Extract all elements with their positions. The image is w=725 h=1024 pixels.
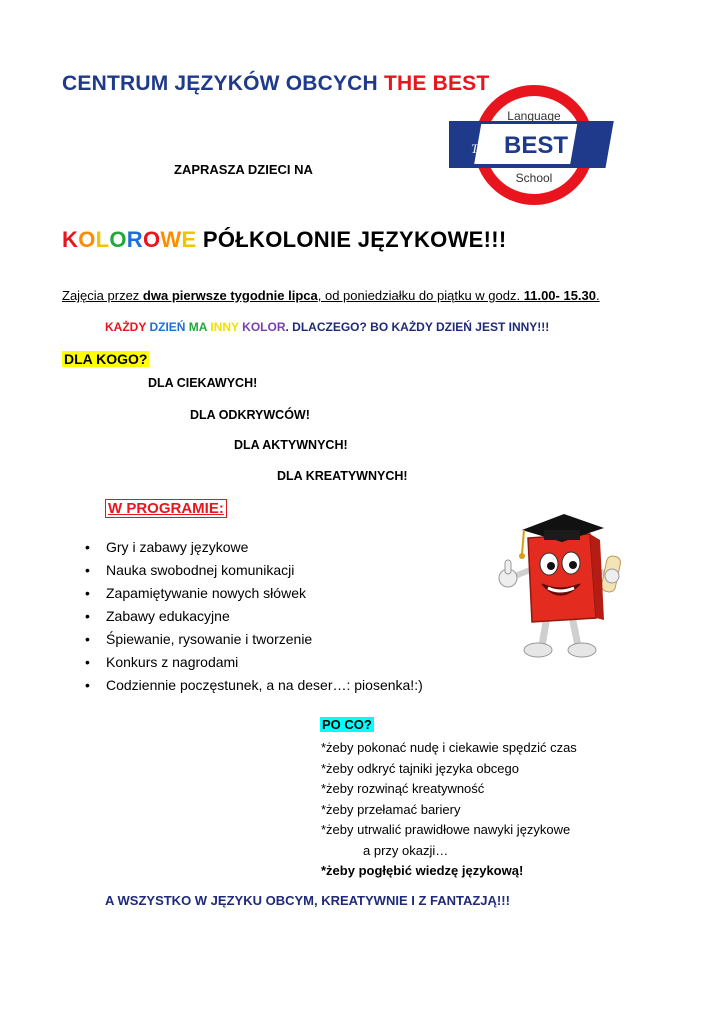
schedule-weeks: dwa pierwsze tygodnie lipca (142, 288, 318, 303)
bullet-icon: • (85, 608, 90, 624)
daily-word: KOLOR (242, 320, 286, 334)
headline-rainbow-word (62, 227, 196, 252)
why-label: PO CO? (322, 717, 372, 732)
reason-item: *żeby odkryć tajniki języka obcego (321, 761, 519, 776)
headline-letter: O (143, 227, 161, 252)
the-best-logo (449, 80, 631, 210)
list-item (80, 605, 423, 628)
audience-item: DLA AKTYWNYCH! (234, 438, 348, 452)
schedule-part: . (596, 288, 600, 303)
logo-line1: Language (507, 109, 561, 123)
list-item-text: Zapamiętywanie nowych słówek (106, 585, 306, 601)
list-item (80, 582, 423, 605)
list-item-text: Codziennie poczęstunek, a na deser…: piosenka!:) (106, 677, 423, 693)
page-title (62, 72, 489, 96)
headline-letter: O (78, 227, 96, 252)
headline-letter: O (109, 227, 127, 252)
list-item (80, 651, 423, 674)
list-item (80, 628, 423, 651)
daily-word: KAŻDY (105, 320, 150, 334)
program-label: W PROGRAMIE: (105, 499, 227, 518)
reason-item: *żeby pogłębić wiedzę językową! (321, 863, 524, 878)
list-item-text: Śpiewanie, rysowanie i tworzenie (106, 631, 313, 647)
headline-rest: PÓŁKOLONIE JĘZYKOWE!!! (196, 227, 507, 252)
list-item (80, 536, 423, 559)
list-item-text: Gry i zabawy językowe (106, 539, 249, 555)
audience-item: DLA KREATYWNYCH! (277, 469, 408, 483)
logo-the: The (471, 141, 491, 156)
reason-item: *żeby przełamać bariery (321, 802, 461, 817)
list-item (80, 674, 423, 697)
bullet-icon: • (85, 654, 90, 670)
reason-item: *żeby utrwalić prawidłowe nawyki językowe (321, 822, 571, 837)
audience-label: DLA KOGO? (64, 351, 148, 367)
invite-text: ZAPRASZA DZIECI NA (174, 162, 313, 177)
daily-word: INNY (210, 320, 243, 334)
headline-letter: K (62, 227, 79, 252)
bullet-icon: • (85, 562, 90, 578)
bullet-icon: • (85, 539, 90, 555)
reason-item: a przy okazji… (363, 843, 449, 858)
schedule-part: Zajęcia przez (62, 288, 143, 303)
headline-letter: L (95, 227, 110, 252)
reason-item: *żeby pokonać nudę i ciekawie spędzić czas (321, 740, 577, 755)
headline-letter: E (181, 227, 197, 252)
bullet-icon: • (85, 631, 90, 647)
logo-best: BEST (504, 132, 569, 159)
audience-item: DLA CIEKAWYCH! (148, 376, 258, 390)
audience-item: DLA ODKRYWCÓW! (190, 408, 310, 422)
list-item-text: Konkurs z nagrodami (106, 654, 239, 670)
closing-slogan: A WSZYSTKO W JĘZYKU OBCYM, KREATYWNIE I Z FANTAZJĄ!!! (105, 893, 510, 908)
headline-letter: W (160, 227, 182, 252)
daily-word: MA (188, 320, 211, 334)
daily-color-line (105, 320, 549, 334)
bullet-icon: • (85, 677, 90, 693)
list-item-text: Zabawy edukacyjne (106, 608, 230, 624)
title-main: CENTRUM JĘZYKÓW OBCYCH (62, 72, 384, 95)
bullet-icon: • (85, 585, 90, 601)
title-brand: THE BEST (383, 72, 490, 95)
list-item-text: Nauka swobodnej komunikacji (106, 562, 295, 578)
program-list (80, 536, 423, 697)
schedule-text (62, 288, 600, 303)
headline (62, 227, 507, 253)
reason-item: *żeby rozwinąć kreatywność (321, 781, 485, 796)
daily-word: DZIEŃ (149, 320, 189, 334)
daily-word: . DLACZEGO? BO KAŻDY DZIEŃ JEST INNY!!! (285, 320, 550, 334)
schedule-part: , od poniedziałku do piątku w godz. (317, 288, 524, 303)
schedule-hours: 11.00- 15.30 (523, 288, 597, 303)
list-item (80, 559, 423, 582)
headline-letter: R (126, 227, 143, 252)
book-mascot-illustration (492, 508, 632, 663)
logo-line3: School (515, 171, 553, 185)
